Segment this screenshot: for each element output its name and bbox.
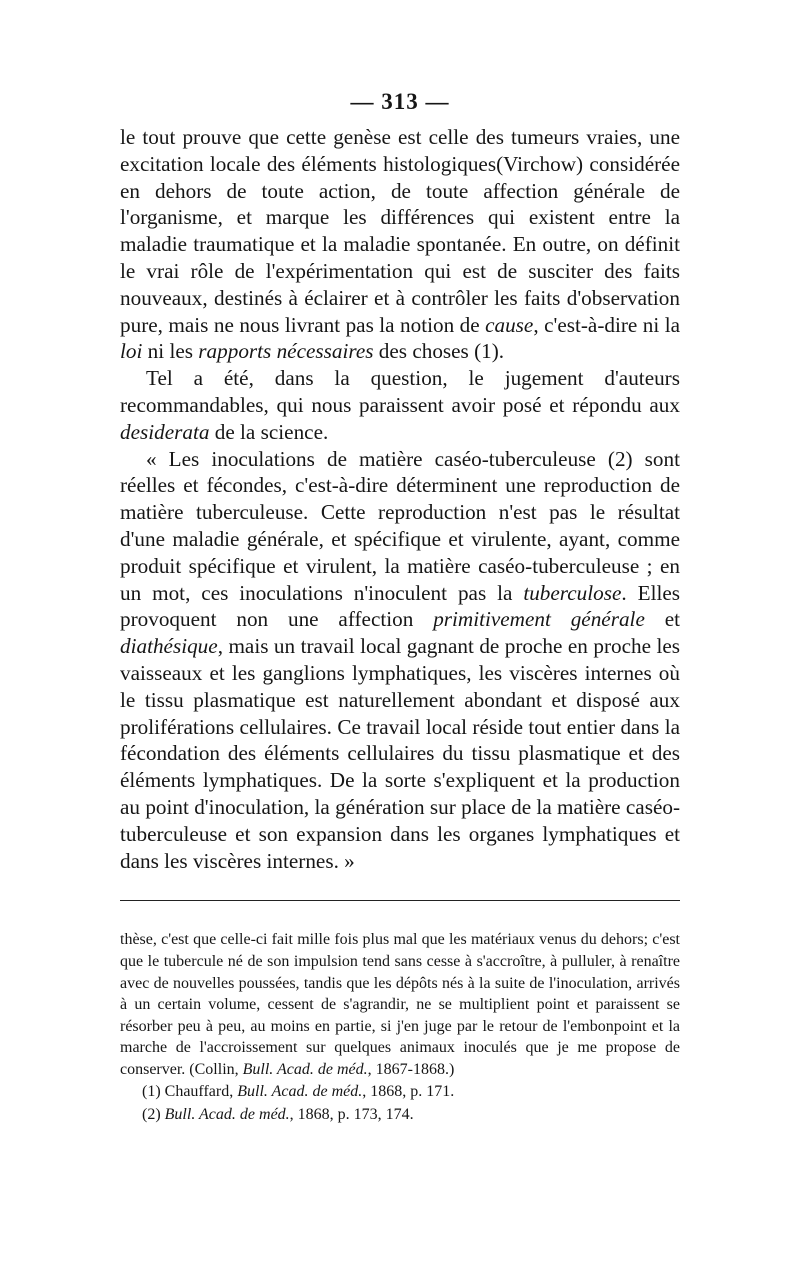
term-loi: loi xyxy=(120,339,143,364)
paragraph-1-text-c: ni les xyxy=(142,339,199,364)
paragraph-2-text-a: Tel a été, dans la question, le jugement d'auteurs recommandables, qui nous paraissent avoir posé et répondu aux xyxy=(120,366,680,417)
term-primitivement-generale: primitivement générale xyxy=(433,607,645,632)
term-tuberculose: tuberculose xyxy=(523,580,622,605)
footnote-1-text-a: (1) Chauffard, xyxy=(142,1083,238,1101)
footnote-1-journal: Bull. Acad. de méd. xyxy=(237,1083,363,1101)
paragraph-1-text-b: , c'est-à-dire ni la xyxy=(533,312,680,337)
paragraph-1-text-d: des choses (1). xyxy=(373,339,505,364)
paragraph-2 xyxy=(120,365,680,445)
book-page xyxy=(120,88,680,1126)
paragraph-3-text-b: . Elles provoquent non une affection xyxy=(120,580,680,632)
paragraph-3-text-d: , mais un travail local gagnant de proche en proche les vaisseaux et les ganglions lymphatiques, les viscères internes où le tissu plasmatique est naturellement abondant et disposé aux proliférations cellulaires. Ce travail local réside tout entier dans la fécondation des éléments cellulaires du tissu plasmatique et des éléments lymphatiques. De la sorte s'expliquent et la production au point d'inoculation, la génération sur place de la matière caséo-tuberculeuse et son expansion dans les organes lymphatiques et dans les viscères internes. » xyxy=(120,634,680,873)
footnote-continuation-journal: Bull. Acad. de méd. xyxy=(242,1060,368,1078)
footnote-2 xyxy=(120,1103,680,1126)
page-number: — 313 — xyxy=(350,89,450,114)
footnote-continuation xyxy=(120,929,680,1080)
footnote-2-text-a: (2) xyxy=(142,1106,165,1124)
footnote-2-journal: Bull. Acad. de méd. xyxy=(164,1106,290,1124)
paragraph-3-text-c: et xyxy=(644,607,681,632)
paragraph-3-quotation xyxy=(120,446,680,875)
term-cause: cause xyxy=(485,312,534,337)
paragraph-1-text-a: le tout prouve que cette genèse est celle des tumeurs vraies, une excitation locale des éléments histologiques(Virchow) considérée en dehors de toute action, de toute affection générale de l'organisme, et marque les différences qui existent entre la maladie traumatique et la maladie spontanée. En outre, on définit le vrai rôle de l'expérimentation qui est de susciter des faits nouveaux, destinés à éclairer et à contrôler les faits d'observation pure, mais ne nous livrant pas la notion de xyxy=(120,125,680,337)
footnote-continuation-text-b: , 1867-1868.) xyxy=(367,1060,455,1078)
footnote-2-text-b: , 1868, p. 173, 174. xyxy=(289,1106,414,1124)
footnote-continuation-text-a: thèse, c'est que celle-ci fait mille fois plus mal que les matériaux venus du dehors; c'est que le tubercule né de son impulsion tend sans cesse à s'accroître, à pulluler, à renaître avec de nouvelles poussées, tandis que les dépôts nés à la suite de l'inoculation, arrivés à un certain volume, cessent de s'agrandir, ne se multiplient point et paraissent se résorber peu à peu, au moins en partie, si j'en juge par le retour de l'embonpoint et la marche de l'accroissement sur quelques animaux inoculés que je me propose de conserver. (Collin, xyxy=(120,931,680,1078)
footnote-1 xyxy=(120,1080,680,1103)
paragraph-3-text-a: « Les inoculations de matière caséo-tuberculeuse (2) sont réelles et fécondes, c'est-à-dire déterminent une reproduction de matière tuberculeuse. Cette reproduction n'est pas le résultat d'une maladie générale, et spécifique et virulente, ayant, comme produit spécifique et virulent, la matière caséo-tuberculeuse ; en un mot, ces inoculations n'inoculent pas la xyxy=(120,446,680,605)
paragraph-1 xyxy=(120,124,680,365)
footnote-separator xyxy=(120,900,680,901)
term-rapports-necessaires: rapports nécessaires xyxy=(198,339,374,364)
term-desiderata: desiderata xyxy=(120,419,210,444)
term-diathesique: diathésique xyxy=(120,634,218,659)
paragraph-2-text-b: de la science. xyxy=(209,419,329,444)
footnote-1-text-b: , 1868, p. 171. xyxy=(362,1083,455,1101)
